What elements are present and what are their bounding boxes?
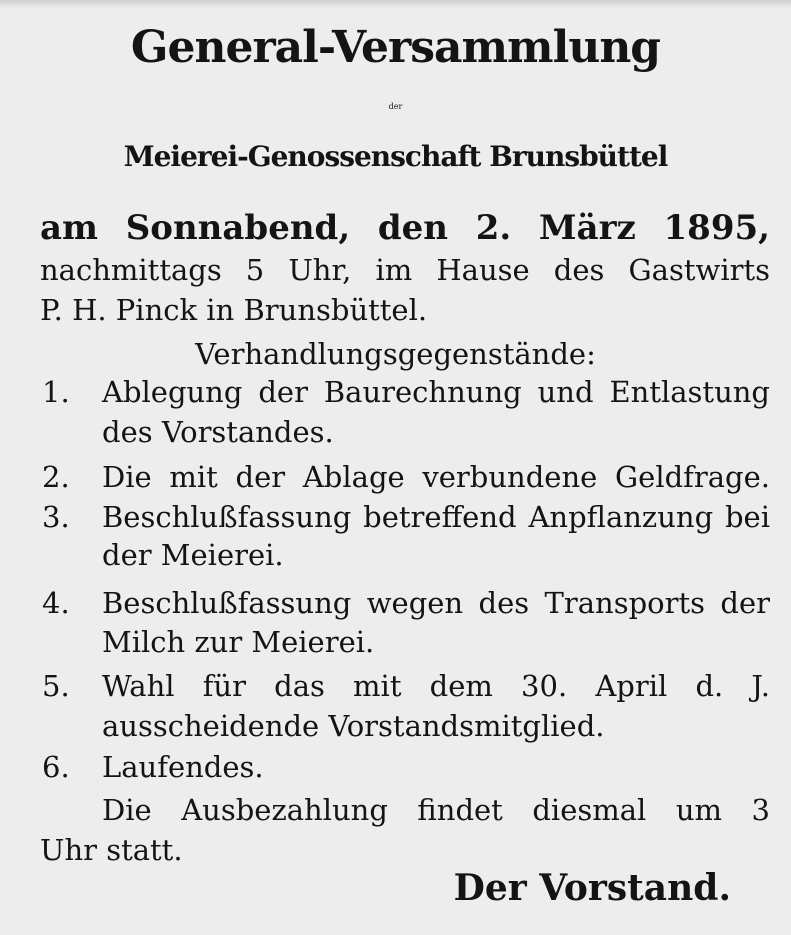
agenda-number: 3. <box>42 500 70 534</box>
agenda-heading: Verhandlungsgegenstände: <box>195 337 596 371</box>
agenda-item-3-line-2: der Meierei. <box>102 538 284 572</box>
agenda-number: 5. <box>42 669 70 703</box>
agenda-number: 1. <box>42 375 70 409</box>
payment-note-line-2: Uhr statt. <box>40 833 183 867</box>
organization-name: Meierei-Genossenschaft Brunsbüttel <box>123 140 668 173</box>
time-place-line-1: nachmittags 5 Uhr, im Hause des Gastwirts <box>40 253 770 287</box>
agenda-item-3-line-1: Beschlußfassung betreffend Anpflanzung bei <box>102 500 770 534</box>
agenda-number: 4. <box>42 586 70 620</box>
agenda-item-4-line-1: Beschlußfassung wegen des Transports der <box>102 586 770 620</box>
agenda-item-5-line-1: Wahl für das mit dem 30. April d. J. <box>102 669 770 703</box>
agenda-item-6-line-1: Laufendes. <box>102 750 264 784</box>
scan-edge <box>0 0 791 8</box>
agenda-item-4-line-2: Milch zur Meierei. <box>102 625 375 659</box>
notice-preposition: der <box>388 102 403 111</box>
payment-note-line-1: Die Ausbezahlung findet diesmal um 3 <box>102 793 770 827</box>
time-place-line-2: P. H. Pinck in Brunsbüttel. <box>40 293 428 327</box>
agenda-item-5-line-2: ausscheidende Vorstandsmitglied. <box>102 709 605 743</box>
signature: Der Vorstand. <box>453 867 731 909</box>
agenda-item-2-line-1: Die mit der Ablage verbundene Geldfrage. <box>102 460 770 494</box>
notice-title: General-Versammlung <box>130 22 661 73</box>
agenda-item-1-line-2: des Vorstandes. <box>102 415 334 449</box>
meeting-date: am Sonnabend, den 2. März 1895, <box>40 208 770 248</box>
agenda-number: 2. <box>42 460 70 494</box>
agenda-number: 6. <box>42 750 70 784</box>
agenda-item-1-line-1: Ablegung der Baurechnung und Entlastung <box>102 375 770 409</box>
